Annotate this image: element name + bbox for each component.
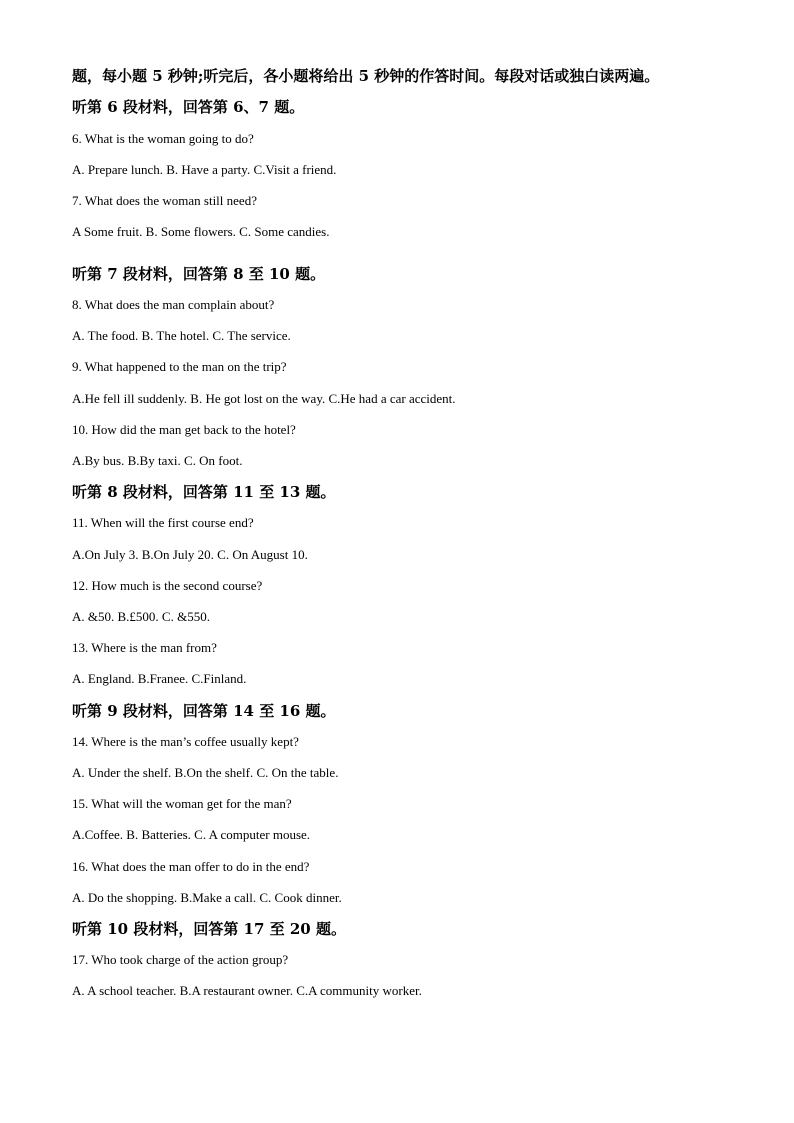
answer-options-12: A. &50. B.£500. C. &550. [72,609,210,624]
answer-options-8: A. The food. B. The hotel. C. The service. [72,328,291,343]
question-10: 10. How did the man get back to the hotel? [72,422,296,437]
question-8: 8. What does the man complain about? [72,297,275,312]
question-9: 9. What happened to the man on the trip? [72,359,287,374]
answer-options-7: A Some fruit. B. Some flowers. C. Some candies. [72,224,330,239]
section-heading-6: 听第 6 段材料，回答第 6、7 题。 [72,98,305,116]
question-17: 17. Who took charge of the action group? [72,952,289,967]
section-heading-8: 听第 8 段材料，回答第 11 至 13 题。 [72,483,336,501]
answer-options-15: A.Coffee. B. Batteries. C. A computer mouse. [72,827,311,842]
answer-options-11: A.On July 3. B.On July 20. C. On August 10. [72,547,308,562]
answer-options-10: A.By bus. B.By taxi. C. On foot. [72,453,243,468]
section-heading-9: 听第 9 段材料，回答第 14 至 16 题。 [72,702,336,720]
question-16: 16. What does the man offer to do in the end? [72,859,310,874]
question-12: 12. How much is the second course? [72,578,263,593]
question-11: 11. When will the first course end? [72,515,254,530]
question-7: 7. What does the woman still need? [72,193,257,208]
answer-options-17: A. A school teacher. B.A restaurant owner. C.A community worker. [72,983,422,998]
instruction-text: 题，每小题 5 秒钟;听完后，各小题将给出 5 秒钟的作答时间。每段对话或独白读两遍。 [72,67,660,85]
section-heading-10: 听第 10 段材料，回答第 17 至 20 题。 [72,920,346,938]
answer-options-16: A. Do the shopping. B.Make a call. C. Cook dinner. [72,890,342,905]
answer-options-6: A. Prepare lunch. B. Have a party. C.Visit a friend. [72,162,337,177]
section-heading-7: 听第 7 段材料，回答第 8 至 10 题。 [72,265,326,283]
answer-options-9: A.He fell ill suddenly. B. He got lost on the way. C.He had a car accident. [72,391,456,406]
answer-options-13: A. England. B.Franee. C.Finland. [72,671,247,686]
question-15: 15. What will the woman get for the man? [72,796,292,811]
question-13: 13. Where is the man from? [72,640,217,655]
question-14: 14. Where is the man’s coffee usually kept? [72,734,299,749]
question-6: 6. What is the woman going to do? [72,131,254,146]
answer-options-14: A. Under the shelf. B.On the shelf. C. On the table. [72,765,339,780]
